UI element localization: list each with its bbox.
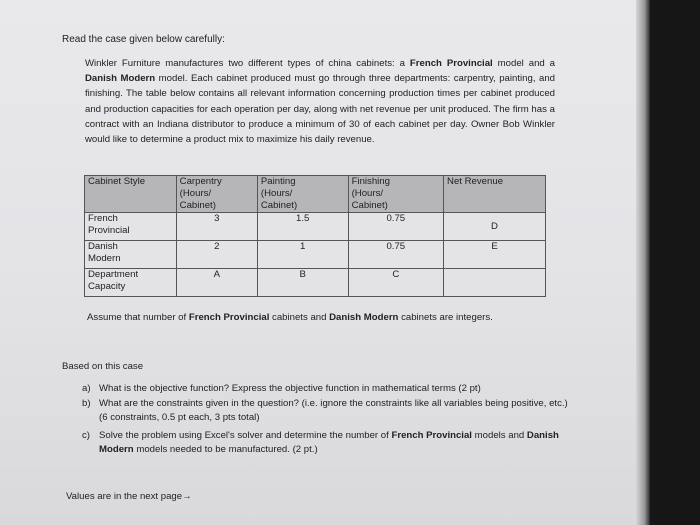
table-cell: French Provincial [85, 213, 177, 241]
integer-assumption: Assume that number of French Provincial cabinets and Danish Modern cabinets are integers. [87, 312, 493, 323]
table-cell: B [257, 269, 348, 297]
table-cell: E [444, 241, 546, 269]
question-label: b) [82, 398, 91, 409]
table-cell: Department Capacity [85, 269, 177, 297]
table-cell: Danish Modern [85, 241, 177, 269]
question-text: What are the constraints given in the question? (i.e. ignore the constraints like all variables being positive, etc.) (6 constraints, 0.5 pt each, 3 pts total) [99, 398, 568, 423]
next-page-note: Values are in the next page→ [66, 491, 192, 502]
table-row [85, 241, 546, 269]
table-header-cell: Painting (Hours/ Cabinet) [257, 176, 348, 213]
production-table [84, 175, 546, 297]
table-row [85, 269, 546, 297]
question-label: c) [82, 430, 90, 441]
table-header-cell: Cabinet Style [85, 176, 177, 213]
case-paragraph: Winkler Furniture manufactures two different types of china cabinets: a French Provincial model and a Danish Modern model. Each cabinet produced must go through three departments: carpentry, painting, and finishing. The table below contains all relevant information concerning production times per cabinet produced and production capacities for each operation per day, along with net revenue per unit produced. The firm has a contract with an Indiana distributor to produce a minimum of 30 of each cabinet per day. Owner Bob Winkler would like to determine a product mix to maximize his daily revenue. [85, 58, 556, 146]
table-cell: D [444, 213, 546, 241]
table-cell: A [176, 269, 257, 297]
model-name-french: French Provincial [409, 58, 493, 69]
table-cell: C [348, 269, 443, 297]
table-cell: 2 [176, 241, 257, 269]
table-header-cell: Net Revenue [444, 176, 546, 213]
table-cell: 1.5 [257, 213, 348, 241]
table-cell: 3 [176, 213, 257, 241]
table-cell: 0.75 [348, 213, 443, 241]
based-on-heading: Based on this case [62, 361, 144, 372]
model-name-danish: Danish Modern [85, 73, 156, 85]
table-header-row [85, 176, 546, 213]
question-label: a) [82, 383, 91, 394]
instructions-heading: Read the case given below carefully: [62, 34, 225, 45]
table-cell [444, 269, 546, 297]
paper-edge [636, 0, 650, 525]
table-header-cell: Finishing (Hours/ Cabinet) [348, 176, 443, 213]
question-text: What is the objective function? Express the objective function in mathematical terms (2 pt) [99, 383, 481, 394]
table-cell: 1 [257, 241, 348, 269]
table-header-cell: Carpentry (Hours/ Cabinet) [176, 176, 257, 213]
table-cell: 0.75 [348, 241, 443, 269]
table-row [85, 213, 546, 241]
question-text: Solve the problem using Excel's solver and determine the number of French Provincial models and Danish Modern models needed to be manufactured. (2 pt.) [99, 430, 559, 455]
